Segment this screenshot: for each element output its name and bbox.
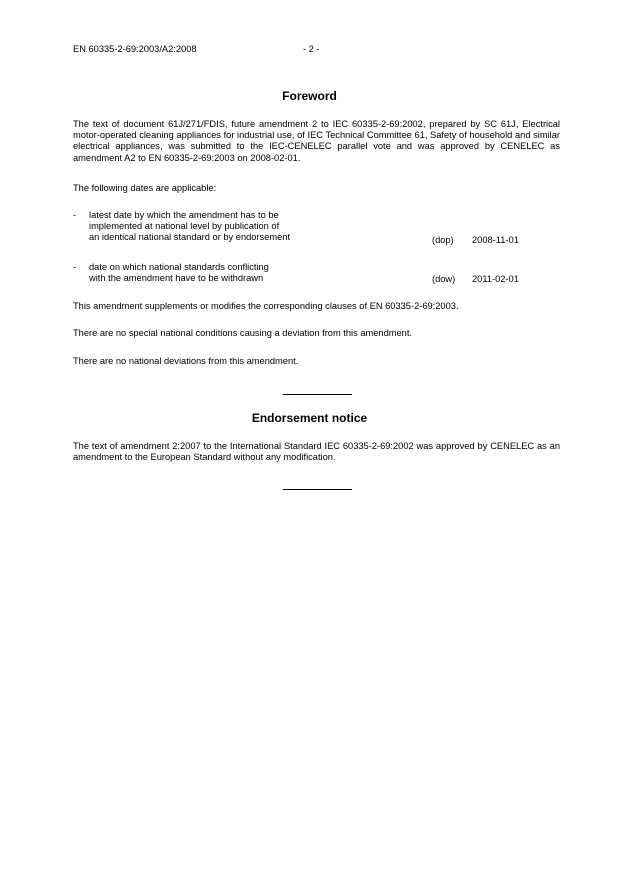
end-divider	[283, 489, 352, 490]
endorsement-title: Endorsement notice	[251, 411, 368, 425]
foreword-title: Foreword	[282, 89, 337, 103]
document-reference: EN 60335-2-69:2003/A2:2008	[73, 44, 197, 54]
dates-intro: The following dates are applicable:	[73, 183, 217, 193]
foreword-intro-paragraph: The text of document 61J/271/FDIS, future amendment 2 to IEC 60335-2-69:2002, prepared by SC 61J, Electrical motor-operated cleaning appliances for industrial use, of IEC Technical Committee 61, Safety of household and similar electrical appliances, was submitted to the IEC-CENELEC parallel vote and was approved by CENELEC as amendment A2 to EN 60335-2-69:2003 on 2008-02-01.	[73, 119, 560, 163]
page-number: - 2 -	[303, 44, 320, 54]
dates-list-item-dop	[89, 210, 409, 243]
dow-code: (dow)	[432, 274, 456, 284]
item-line: date on which national standards conflicting	[89, 262, 269, 272]
item-line: an identical national standard or by endorsement	[89, 232, 291, 242]
item-line: with the amendment have to be withdrawn	[89, 273, 264, 283]
item-line: latest date by which the amendment has to be	[89, 210, 279, 220]
dop-date: 2008-11-01	[472, 235, 519, 245]
special-conditions-paragraph: There are no special national conditions causing a deviation from this amendment.	[73, 328, 413, 338]
section-divider	[283, 394, 352, 395]
item-line: implemented at national level by publication of	[89, 221, 280, 231]
list-bullet: -	[73, 210, 77, 220]
dates-list-item-dow	[89, 262, 409, 284]
dow-date: 2011-02-01	[472, 274, 519, 284]
national-deviations-paragraph: There are no national deviations from this amendment.	[73, 356, 299, 366]
dop-code: (dop)	[432, 235, 454, 245]
list-bullet: -	[73, 262, 77, 272]
supplement-paragraph: This amendment supplements or modifies the corresponding clauses of EN 60335-2-69:2003.	[73, 301, 459, 311]
endorsement-paragraph: The text of amendment 2:2007 to the International Standard IEC 60335-2-69:2002 was approved by CENELEC as an amendment to the European Standard without any modification.	[73, 441, 560, 463]
